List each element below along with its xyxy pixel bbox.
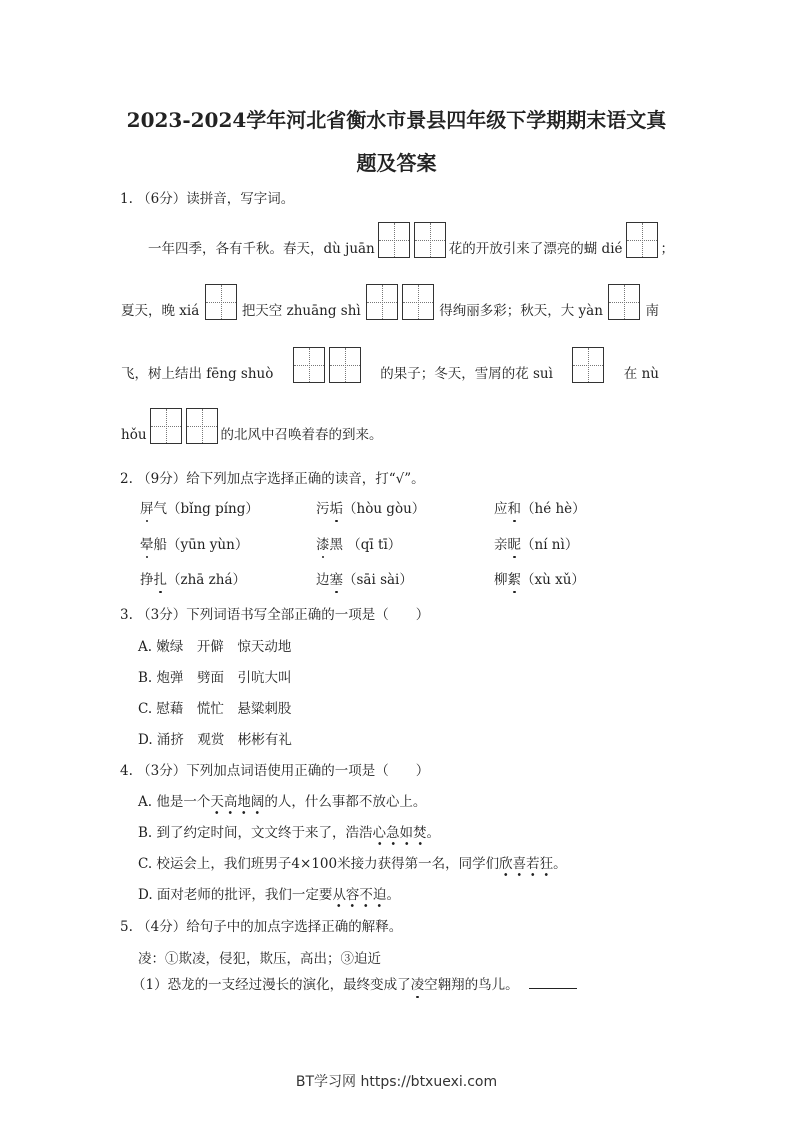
passage-text: 的果子；冬天，雪屑的花 suì xyxy=(380,366,553,382)
pinyin-choice-item xyxy=(494,533,578,553)
word-text: 污 xyxy=(316,501,330,517)
character-writing-box[interactable] xyxy=(186,408,218,444)
pinyin-choice-item xyxy=(494,497,586,517)
sentence-text: 空翱翔的鸟儿。 xyxy=(424,977,519,993)
passage-text: 的北风中召唤着春的到来。 xyxy=(220,427,383,443)
pinyin-choice-item xyxy=(140,533,248,553)
writing-box-group xyxy=(148,408,220,444)
dotted-character: 塞 xyxy=(330,568,344,588)
passage-text: 一年四季，各有千秋。春天，dù juān xyxy=(121,241,375,257)
passage-text: 在 nù xyxy=(623,366,659,382)
sentence-text: （1）恐龙的一支经过漫长的演化，最终变成了 xyxy=(132,977,411,993)
passage-line xyxy=(120,222,675,258)
q2-heading: 2. （9分）给下列加点字选择正确的读音，打“√”。 xyxy=(120,471,425,487)
character-writing-box[interactable] xyxy=(626,222,658,258)
character-writing-box[interactable] xyxy=(572,347,604,383)
dotted-character: 和 xyxy=(508,497,522,517)
word-text: 边 xyxy=(316,572,330,588)
passage-text: 夏天，晚 xiá xyxy=(121,303,200,319)
passage-text: 把天空 zhuāng shì xyxy=(241,303,361,319)
option-text: C. 校运会上，我们班男子4×100米接力获得第一名，同学们 xyxy=(138,856,500,872)
word-text: 挣 xyxy=(140,572,154,588)
dotted-character: 昵 xyxy=(508,533,522,553)
character-writing-box[interactable] xyxy=(205,284,237,320)
pinyin-options[interactable]: （hòu gòu） xyxy=(343,501,426,517)
passage-text: ； xyxy=(660,241,675,257)
word-text: 船 xyxy=(153,537,167,553)
character-writing-box[interactable] xyxy=(414,222,446,258)
pinyin-options[interactable]: （zhā zhá） xyxy=(167,572,247,588)
pinyin-choice-item xyxy=(316,533,401,553)
option-text: 的人，什么事都不放心上。 xyxy=(264,794,427,810)
writing-box-group xyxy=(203,284,239,320)
pinyin-options[interactable]: （hé hè） xyxy=(521,501,586,517)
word-text: 黑 xyxy=(329,537,343,553)
word-text: 应 xyxy=(494,501,508,517)
q4-option-a xyxy=(138,790,426,810)
q4-option-c xyxy=(138,852,567,872)
dotted-character: 屏 xyxy=(140,497,154,517)
answer-blank[interactable] xyxy=(529,974,577,989)
document-title-line-1: 2023-2024学年河北省衡水市景县四年级下学期期末语文真 xyxy=(126,108,667,132)
dotted-character: 凌 xyxy=(411,973,425,993)
passage-line xyxy=(120,284,660,320)
writing-box-group xyxy=(606,284,642,320)
dotted-character: 漆 xyxy=(316,533,330,553)
character-writing-box[interactable] xyxy=(402,284,434,320)
pinyin-choice-item xyxy=(140,568,246,588)
option-text: 。 xyxy=(386,887,400,903)
option-text: D. 面对老师的批评，我们一定要 xyxy=(138,887,333,903)
pinyin-options[interactable]: （ní nì） xyxy=(521,537,579,553)
dotted-phrase: 从容不迫 xyxy=(332,883,386,908)
dotted-character: 絮 xyxy=(508,568,522,588)
pinyin-options[interactable]: （yūn yùn） xyxy=(167,537,249,553)
option-text: 。 xyxy=(553,856,567,872)
dotted-phrase: 心急如焚 xyxy=(373,821,427,846)
passage-text: hǒu xyxy=(121,427,147,443)
character-writing-box[interactable] xyxy=(378,222,410,258)
dotted-character: 扎 xyxy=(154,568,168,588)
q3-option-a: A. 嫩绿 开僻 惊天动地 xyxy=(138,639,292,655)
writing-box-group xyxy=(376,222,448,258)
pinyin-options[interactable]: （bǐng píng） xyxy=(167,501,259,517)
word-text: 亲 xyxy=(494,537,508,553)
q5-definition: 凌：①欺凌，侵犯，欺压，高出；③迫近 xyxy=(138,951,381,967)
option-text: B. 到了约定时间，文文终于来了，浩浩 xyxy=(138,825,373,841)
q3-option-d: D. 涌挤 观赏 彬彬有礼 xyxy=(138,732,292,748)
q5-sub-question-1 xyxy=(132,973,577,993)
pinyin-options[interactable]: （qī tī） xyxy=(343,537,402,553)
word-text: 柳 xyxy=(494,572,508,588)
dotted-character: 晕 xyxy=(140,533,154,553)
q3-option-c: C. 慰藉 慌忙 悬粱刺股 xyxy=(138,701,292,717)
pinyin-choice-item xyxy=(316,497,425,517)
q4-heading: 4. （3分）下列加点词语使用正确的一项是（ ） xyxy=(120,763,430,779)
dotted-character: 垢 xyxy=(330,497,344,517)
q4-option-b xyxy=(138,821,440,841)
word-text: 气 xyxy=(153,501,167,517)
q3-option-b: B. 炮弹 劈面 引吭大叫 xyxy=(138,670,292,686)
writing-box-group xyxy=(624,222,660,258)
q4-option-d xyxy=(138,883,400,903)
document-title-line-2: 题及答案 xyxy=(356,151,437,175)
pinyin-choice-item xyxy=(316,568,413,588)
character-writing-box[interactable] xyxy=(150,408,182,444)
pinyin-options[interactable]: （xù xǔ） xyxy=(521,572,585,588)
passage-text: 飞，树上结出 fēng shuò xyxy=(121,366,274,382)
passage-text: 南 xyxy=(645,303,659,319)
character-writing-box[interactable] xyxy=(329,347,361,383)
q5-heading: 5. （4分）给句子中的加点字选择正确的解释。 xyxy=(120,919,403,935)
pinyin-choice-item xyxy=(140,497,259,517)
passage-text: 得绚丽多彩；秋天，大 yàn xyxy=(439,303,603,319)
dotted-phrase: 欣喜若狂 xyxy=(499,852,553,877)
option-text: 。 xyxy=(426,825,441,841)
q3-heading: 3. （3分）下列词语书写全部正确的一项是（ ） xyxy=(120,607,430,623)
passage-text: 花的开放引来了漂亮的蝴 dié xyxy=(448,241,623,257)
writing-box-group xyxy=(291,347,363,383)
dotted-phrase: 天高地阔 xyxy=(210,790,264,815)
character-writing-box[interactable] xyxy=(366,284,398,320)
writing-box-group xyxy=(364,284,436,320)
option-text: A. 他是一个 xyxy=(138,794,211,810)
character-writing-box[interactable] xyxy=(608,284,640,320)
passage-line xyxy=(120,408,384,444)
passage-line xyxy=(120,347,660,383)
pinyin-choice-item xyxy=(494,568,585,588)
character-writing-box[interactable] xyxy=(293,347,325,383)
footer-watermark: BT学习网 https://btxuexi.com xyxy=(295,1074,498,1090)
q1-heading: 1. （6分）读拼音，写字词。 xyxy=(120,191,295,207)
pinyin-options[interactable]: （sāi sài） xyxy=(343,572,413,588)
writing-box-group xyxy=(570,347,606,383)
